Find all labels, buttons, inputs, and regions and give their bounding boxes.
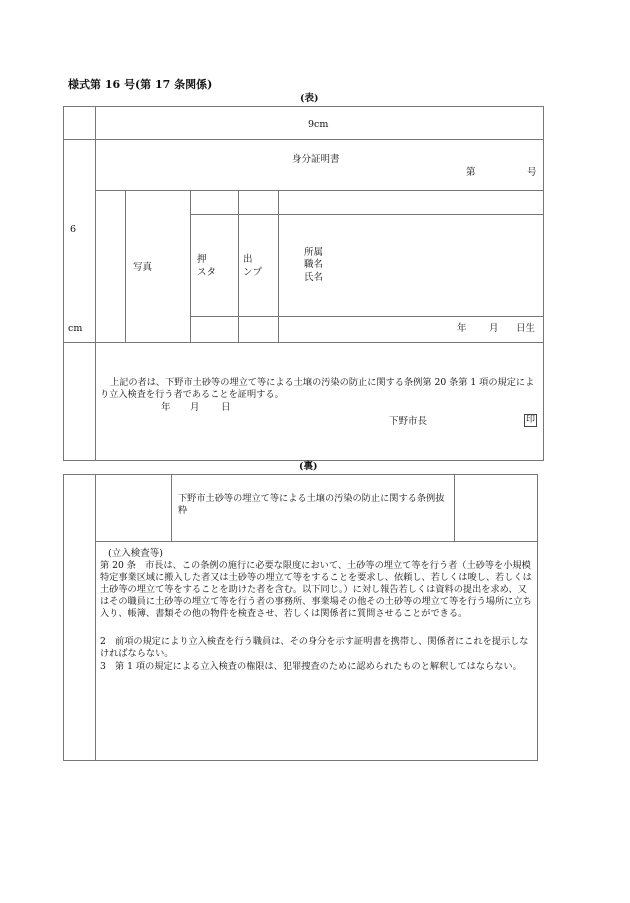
stamp-label-right: 出 ンプ xyxy=(243,254,263,278)
field-position: 職名 xyxy=(304,259,324,270)
photo-label: 写真 xyxy=(133,262,153,273)
certification-text: 上記の者は、下野市土砂等の埋立て等による土壌の汚染の防止に関する条例第 20 条第 1 項の規定により立入検査を行う者であることを証明する。 xyxy=(100,377,535,400)
height-label-top: 6 xyxy=(70,224,77,235)
back-label: (裏) xyxy=(299,461,318,472)
paragraph-3: 3 第 1 項の規定による立入検査の権限は、犯罪捜査のために認められたものと解釈してはならない。 xyxy=(100,661,522,672)
excerpt-title: 下野市土砂等の埋立て等による土壌の汚染の防止に関する条例抜粋 xyxy=(178,493,445,516)
date-day: 日 xyxy=(221,402,231,413)
number-prefix: 第 xyxy=(466,167,476,178)
paragraph-2: 2 前項の規定により立入検査を行う職員は、その身分を示す証明書を携帯し、関係者にこれを提示しなければならない。 xyxy=(100,636,529,659)
field-affiliation: 所属 xyxy=(304,247,324,258)
dob-suffix: 日生 xyxy=(516,323,536,334)
field-name: 氏名 xyxy=(304,272,324,283)
card-title: 身分証明書 xyxy=(292,154,340,165)
official-seal: 印 xyxy=(526,415,536,425)
width-label: 9cm xyxy=(308,119,329,130)
number-suffix: 号 xyxy=(527,167,537,178)
issuer: 下野市長 xyxy=(389,416,428,427)
front-label: (表) xyxy=(300,93,319,104)
dob-month: 月 xyxy=(489,323,499,334)
form-title: 様式第 16 号(第 17 条関係) xyxy=(68,78,213,91)
height-label-bottom: cm xyxy=(68,323,83,334)
stamp-label-left: 押 スタ xyxy=(197,254,217,278)
dob-year: 年 xyxy=(457,323,467,334)
date-month: 月 xyxy=(190,402,200,413)
article-20: 第 20 条 市長は、この条例の施行に必要な限度において、土砂等の埋立て等を行う者（土砂等を小規模特定事業区域に搬入した者又は土砂等の埋立て等をすることを要求し、依頼し、若しくは唆し、若しくは土砂等の埋立て等をすることを助けた者を含む。以下同じ。）に対し報告若しくは資料の提出を求め、又はその職員に土砂等の埋立て等を行う者の事務所、事業場その他その土砂等の埋立て等を行う場所に立ち入り、帳簿、書類その他の物件を検査させ、若しくは関係者に質問させることができる。 xyxy=(100,560,532,619)
section-heading: (立入検査等) xyxy=(108,548,163,559)
date-year: 年 xyxy=(161,402,171,413)
